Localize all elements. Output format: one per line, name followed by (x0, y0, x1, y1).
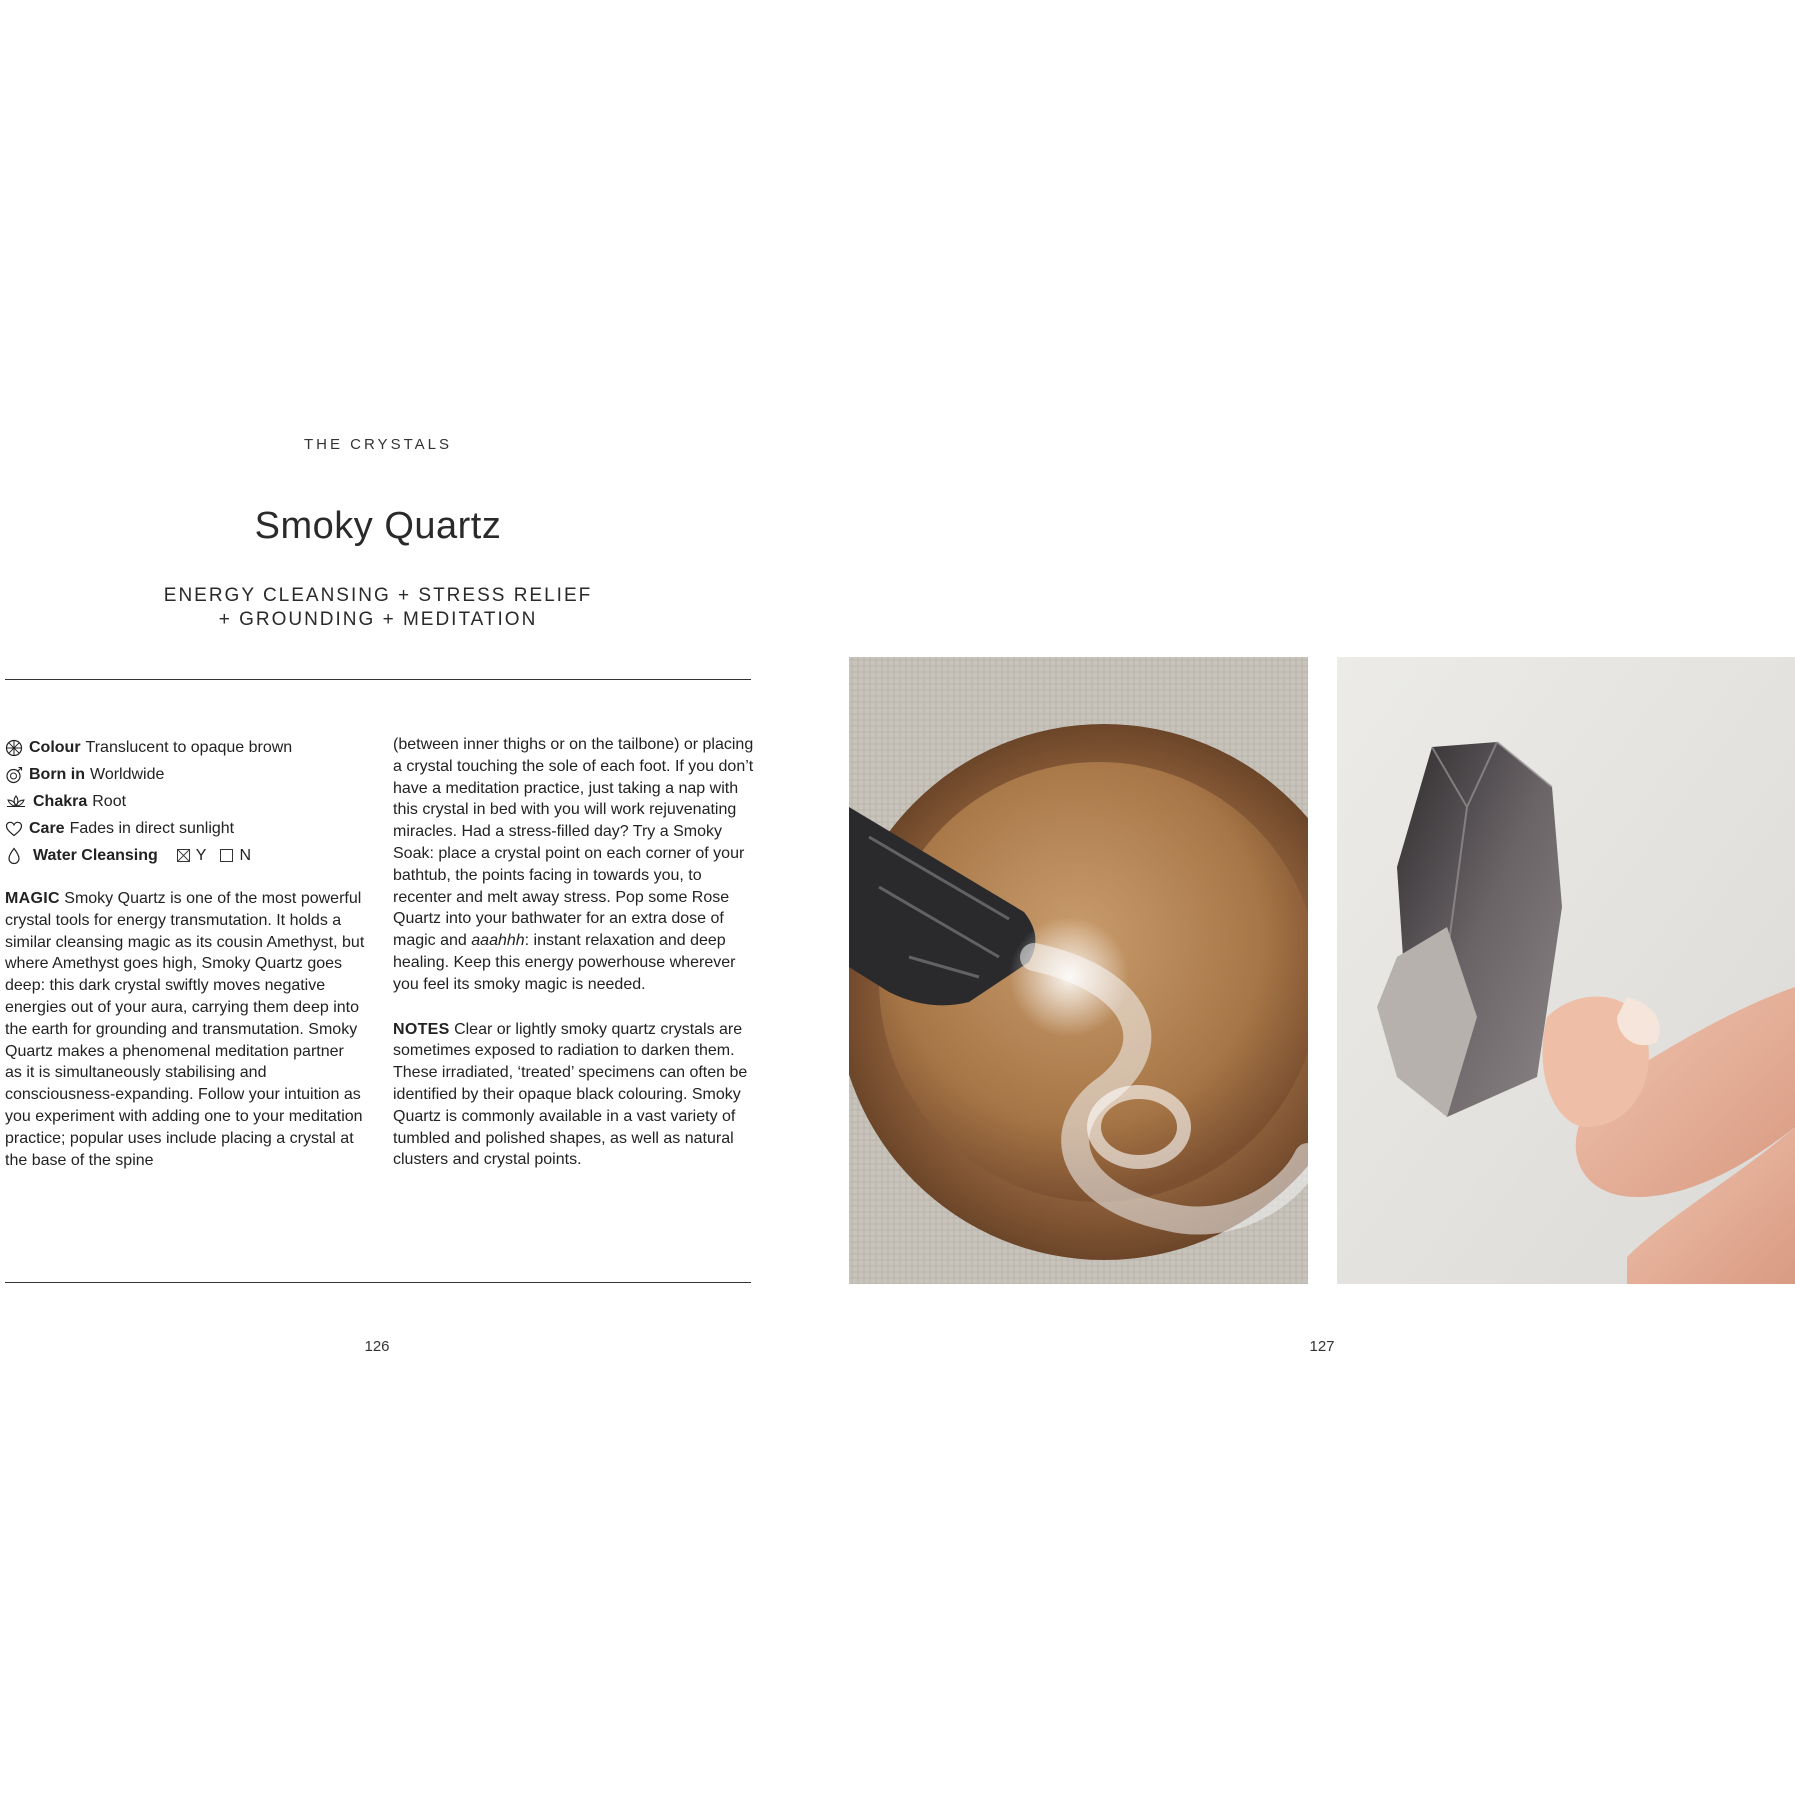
magic-continued (393, 734, 758, 996)
heart-icon (5, 820, 23, 838)
property-chakra (5, 788, 375, 815)
notes-paragraph (393, 1019, 758, 1172)
colour-wheel-icon (5, 739, 23, 757)
colour-label: Colour (29, 738, 81, 756)
notes-label: NOTES (393, 1020, 450, 1038)
care-label: Care (29, 819, 65, 837)
page-number-left: 126 (364, 1338, 390, 1355)
globe-icon (5, 766, 23, 784)
care-value: Fades in direct sunlight (69, 819, 235, 837)
magic-text-continued: (between inner thighs or on the tailbone) or placing a crystal touching the sole of each foot. If you don’t have a meditation practice, just taking a nap with this crystal in bed with you will work rejuvenating miracles. Had a stress-filled day? Try a Smoky Soak: place a crystal point on each corner of your bathtub, the points facing in towards you, to recenter and melt away stress. Pop some Rose Quartz into your bathwater for an extra dose of magic and (393, 736, 754, 950)
subtitle-line-2: + GROUNDING + MEDITATION (218, 609, 538, 630)
subtitle-line-1: ENERGY CLEANSING + STRESS RELIEF (163, 585, 593, 606)
properties-list (5, 734, 375, 869)
magic-column-1 (5, 888, 365, 1171)
running-head: THE CRYSTALS (304, 436, 452, 453)
water-drop-icon (5, 847, 23, 865)
water-cleansing-yes-checkbox (177, 849, 190, 862)
property-colour (5, 734, 375, 761)
water-cleansing-label: Water Cleansing (33, 846, 158, 864)
magic-emphasis: aaahhh (471, 932, 525, 950)
magic-label: MAGIC (5, 890, 60, 907)
water-cleansing-no-checkbox (220, 849, 233, 862)
magic-text: Smoky Quartz is one of the most powerful crystal tools for energy transmutation. It holds a similar cleansing magic as its cousin Amethyst, but where Amethyst goes high, Smoky Quartz goes deep: this dark crystal swiftly moves negative energies out of your aura, carrying them deep into the earth for grounding and transmutation. Smoky Quartz makes a phenomenal meditation partner as it is simultaneously stabilising and consciousness-expanding. Follow your intuition as you experiment with adding one to your meditation practice; popular uses include placing a crystal at the base of the spine (5, 890, 365, 1169)
subtitle (0, 584, 756, 632)
chakra-value: Root (92, 792, 127, 810)
smoky-quartz-copper-bowl-photo (849, 657, 1308, 1284)
lotus-icon (5, 793, 27, 811)
born-in-label: Born in (29, 765, 85, 783)
page-number-right: 127 (1309, 1338, 1335, 1355)
smoky-quartz-in-hand-photo (1337, 657, 1795, 1284)
bottom-rule (5, 1282, 751, 1283)
copper-bowl-illustration (849, 657, 1308, 1284)
quartz-hand-illustration (1337, 657, 1795, 1284)
page-title: Smoky Quartz (254, 505, 502, 547)
born-in-value: Worldwide (90, 765, 165, 783)
water-cleansing-yes-label: Y (195, 846, 207, 864)
chakra-label: Chakra (33, 792, 88, 810)
top-rule (5, 679, 751, 680)
notes-text: Clear or lightly smoky quartz crystals are sometimes exposed to radiation to darken them. These irradiated, ‘treated’ specimens can often be identified by their opaque black colouring. Smoky Quartz is commonly available in a vast variety of tumbled and polished shapes, as well as natural clusters and crystal points. (393, 1020, 748, 1169)
magic-text-end: : instant relaxation and deep healing. Keep this energy powerhouse wherever you feel its smoky magic is needed. (393, 932, 736, 993)
property-water-cleansing (5, 842, 375, 869)
colour-value: Translucent to opaque brown (85, 738, 293, 756)
magic-column-2 (393, 734, 758, 1171)
property-born-in (5, 761, 375, 788)
water-cleansing-no-label: N (239, 846, 251, 864)
property-care (5, 815, 375, 842)
